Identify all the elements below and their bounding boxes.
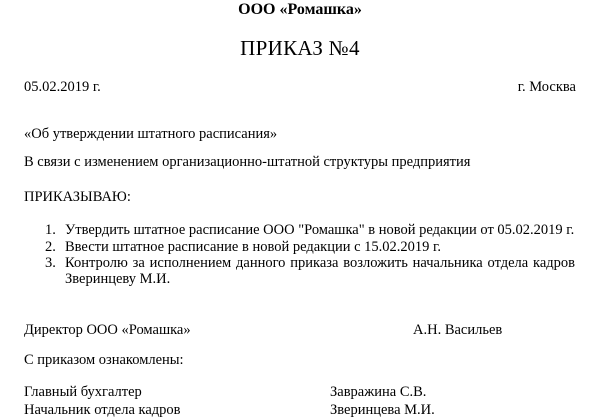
signatory-name: Зверинцева М.И. bbox=[330, 402, 435, 418]
signatory-role: Начальник отдела кадров bbox=[24, 402, 181, 418]
director-name: А.Н. Васильев bbox=[413, 322, 503, 338]
list-item-text: Ввести штатное расписание в новой редакции с 15.02.2019 г. bbox=[65, 239, 441, 255]
order-heading: ПРИКАЗЫВАЮ: bbox=[24, 189, 131, 205]
acknowledged-label: С приказом ознакомлены: bbox=[24, 352, 184, 368]
organization-name: ООО «Ромашка» bbox=[238, 1, 362, 18]
list-item-text: Утвердить штатное расписание ООО "Ромашка" в новой редакции от 05.02.2019 г. bbox=[65, 222, 575, 238]
list-item-number: 1. bbox=[45, 222, 56, 238]
document-subject: «Об утверждении штатного расписания» bbox=[24, 126, 278, 142]
document-date: 05.02.2019 г. bbox=[24, 79, 101, 95]
signatory-name: Завражина С.В. bbox=[330, 384, 427, 400]
list-item-number: 3. bbox=[45, 255, 56, 271]
document-title: ПРИКАЗ №4 bbox=[240, 36, 360, 60]
list-item-text: Контролю за исполнением данного приказа возложить начальника отдела кадров bbox=[65, 255, 575, 271]
signatory-role: Главный бухгалтер bbox=[24, 384, 142, 400]
list-item-number: 2. bbox=[45, 239, 56, 255]
document-city: г. Москва bbox=[517, 79, 576, 95]
list-item-text-continuation: Зверинцеву М.И. bbox=[65, 271, 171, 287]
director-title: Директор ООО «Ромашка» bbox=[24, 322, 191, 338]
document-basis: В связи с изменением организационно-штатной структуры предприятия bbox=[24, 154, 471, 170]
